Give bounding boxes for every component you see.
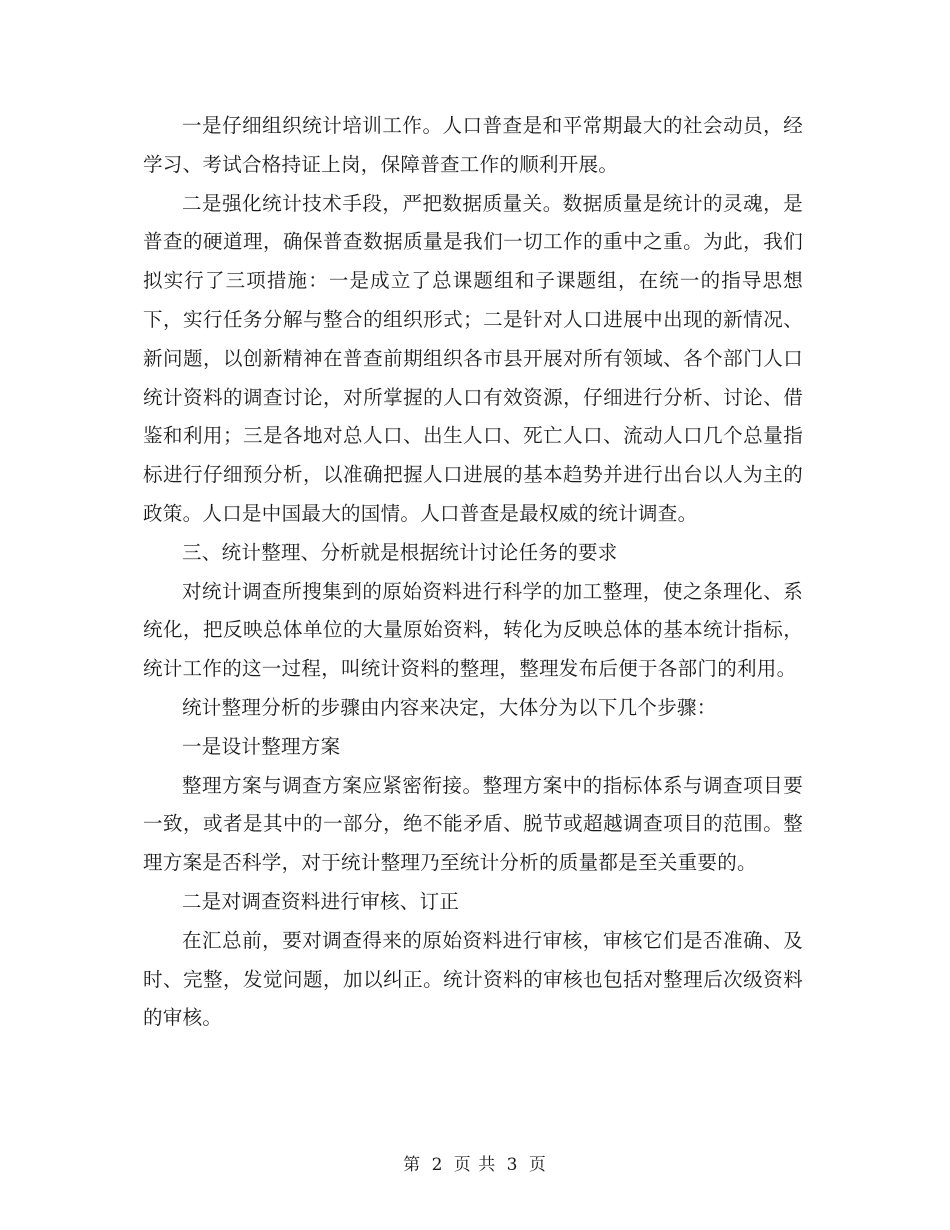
paragraph-9: 在汇总前，要对调查得来的原始资料进行审核，审核它们是否准确、及时、完整，发觉问题，加以纠正。统计资料的审核也包括对整理后次级资料的审核。 <box>143 928 803 1030</box>
step-heading-1: 一是设计整理方案 <box>182 734 341 758</box>
paragraph-1: 一是仔细组织统计培训工作。人口普查是和平常期最大的社会动员，经学习、考试合格持证上岗，保障普查工作的顺利开展。 <box>143 114 803 176</box>
footer-suffix: 页 <box>528 1155 547 1175</box>
footer-middle: 页 共 <box>453 1155 497 1175</box>
footer-total-pages: 3 <box>506 1155 519 1175</box>
page-footer <box>0 1153 950 1177</box>
paragraph-7: 整理方案与调查方案应紧密衔接。整理方案中的指标体系与调查项目要一致，或者是其中的一部分，绝不能矛盾、脱节或超越调查项目的范围。整理方案是否科学，对于统计整理乃至统计分析的质量都是至关重要的。 <box>143 773 803 875</box>
step-heading-2: 二是对调查资料进行审核、订正 <box>182 889 460 913</box>
section-heading-3: 三、统计整理、分析就是根据统计讨论任务的要求 <box>182 540 618 564</box>
paragraph-4: 对统计调查所搜集到的原始资料进行科学的加工整理，使之条理化、系统化，把反映总体单位的大量原始资料，转化为反映总体的基本统计指标，统计工作的这一过程，叫统计资料的整理，整理发布后便于各部门的利用。 <box>143 579 803 681</box>
paragraph-5: 统计整理分析的步骤由内容来决定，大体分为以下几个步骤： <box>182 695 717 719</box>
document-body <box>143 107 803 1038</box>
footer-page-number: 2 <box>431 1155 444 1175</box>
footer-prefix: 第 <box>403 1155 422 1175</box>
paragraph-2: 二是强化统计技术手段，严把数据质量关。数据质量是统计的灵魂，是普查的硬道理，确保普查数据质量是我们一切工作的重中之重。为此，我们拟实行了三项措施：一是成立了总课题组和子课题组，在统一的指导思想下，实行任务分解与整合的组织形式；二是针对人口进展中出现的新情况、新问题，以创新精神在普查前期组织各市县开展对所有领域、各个部门人口统计资料的调查讨论，对所掌握的人口有效资源，仔细进行分析、讨论、借鉴和利用；三是各地对总人口、出生人口、死亡人口、流动人口几个总量指标进行仔细预分析，以准确把握人口进展的基本趋势并进行出台以人为主的政策。人口是中国最大的国情。人口普查是最权威的统计调查。 <box>143 191 803 525</box>
